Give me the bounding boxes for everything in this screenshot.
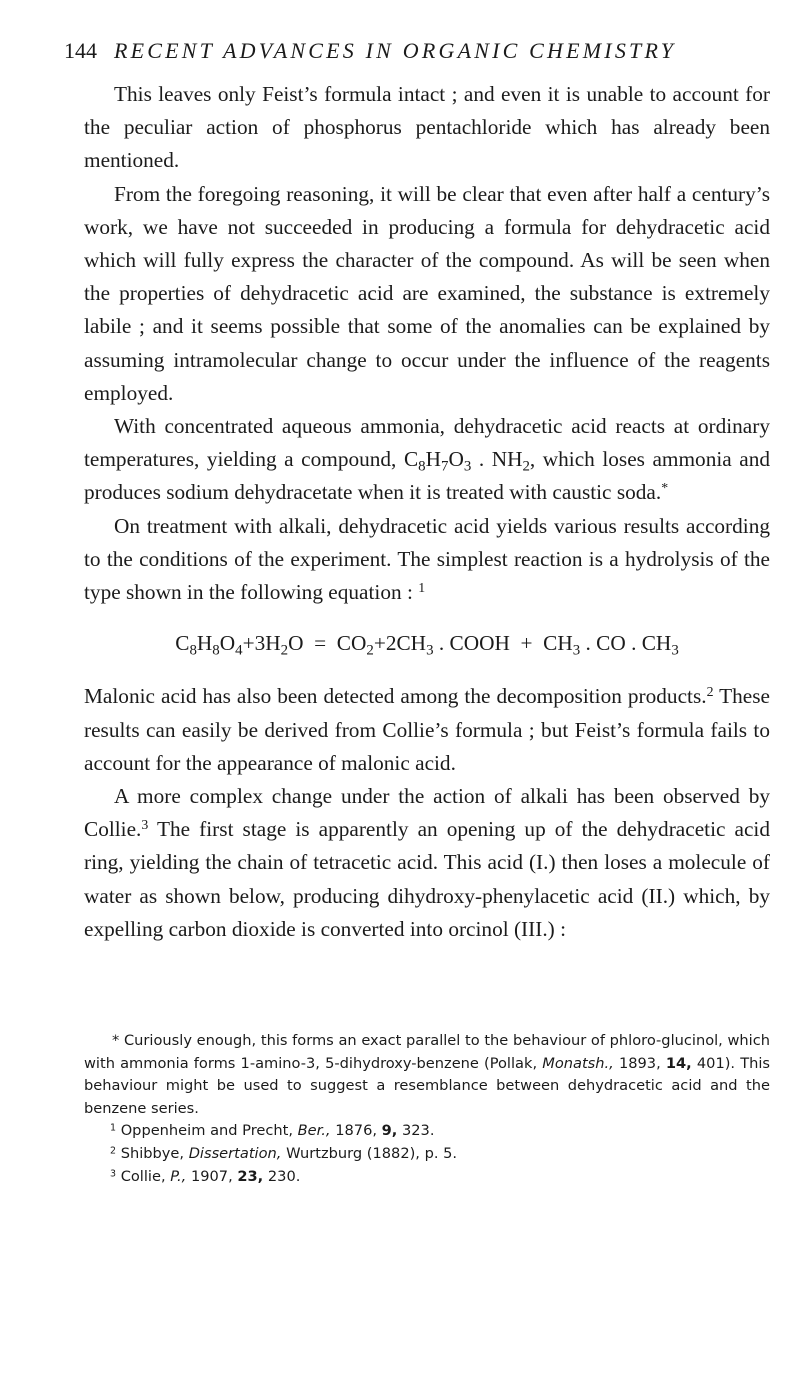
footnote-ref-1: 1 bbox=[418, 580, 426, 596]
paragraph-1: This leaves only Feist’s formula intact ; and even it is unable to account for the peculiar action of phosphorus pentachloride which has already been mentioned. bbox=[84, 82, 770, 173]
paragraph-3-text: With concentrated aqueous ammonia, dehydracetic acid reacts at ordinary temperatures, yielding a compound, bbox=[84, 414, 770, 472]
paragraph-4-text: On treatment with alkali, dehydracetic acid yields various results according to the conditions of the experiment. The simplest reaction is a hydrolysis of the type shown in the following equation : bbox=[84, 513, 770, 605]
paragraph-5 bbox=[84, 680, 770, 780]
footnotes bbox=[84, 1030, 770, 1188]
footnote-mark-star: * bbox=[661, 480, 669, 496]
paragraph-6-text: A more complex change under the action of alkali has been observed by Collie. bbox=[84, 784, 770, 842]
paragraph-3 bbox=[84, 410, 770, 510]
hydrolysis-equation: $C_8H_8O_4+3H_2O = CO_2+2CH_3$ . COOH + $CH_3$ . CO . $CH_3$ bbox=[175, 631, 679, 659]
body-text bbox=[84, 78, 770, 946]
paragraph-3-rest: , which loses ammonia and produces sodium dehydracetate when it is treated with caustic soda. bbox=[84, 447, 771, 505]
inline-formula: $C_8H_7O_3$ . $NH_2$ bbox=[403, 447, 530, 475]
paragraph-2: From the foregoing reasoning, it will be clear that even after half a century’s work, we have not succeeded in producing a formula for dehydracetic acid which will fully express the character of the compound. As will be seen when the properties of dehydracetic acid are examined, the substance is extremely labile ; and it seems possible that some of the anomalies can be explained by assuming intramolecular change to occur under the influence of the reagents employed. bbox=[84, 181, 770, 405]
page-header bbox=[64, 38, 744, 64]
footnote-ref-2: 2 bbox=[706, 684, 714, 700]
footnote-star: * Curiously enough, this forms an exact parallel to the behaviour of phloro-glucinol, which with ammonia forms 1-amino-3, 5-dihydroxy-benzene (Pollak, Monatsh., 1893, 14, 401). This behaviour might be used to suggest a resemblance between dehydracetic acid and the benzene series. bbox=[84, 1032, 771, 1117]
page-number: 144 bbox=[64, 38, 97, 63]
paragraph-4 bbox=[84, 510, 770, 610]
footnote-1: $^1$ Oppenheim and Precht, Ber., 1876, 9, 323. bbox=[110, 1122, 435, 1140]
footnote-ref-3: 3 bbox=[141, 817, 149, 833]
paragraph-5-text: Malonic acid has also been detected among the decomposition products. bbox=[84, 684, 707, 709]
footnote-2: $^2$ Shibbye, Dissertation, Wurtzburg (1882), p. 5. bbox=[110, 1144, 458, 1162]
paragraph-6-rest: The first stage is apparently an opening up of the dehydracetic acid ring, yielding the chain of tetracetic acid. This acid (I.) then loses a molecule of water as shown below, producing dihydroxy-phenylacetic acid (II.) which, by expelling carbon dioxide is converted into orcinol (III.) : bbox=[84, 817, 770, 941]
paragraph-6 bbox=[84, 780, 770, 946]
footnote-3: $^3$ Collie, P., 1907, 23, 230. bbox=[110, 1167, 301, 1185]
paragraph-5-rest: These results can easily be derived from Collie’s formula ; but Feist’s formula fails to account for the appearance of malonic acid. bbox=[84, 684, 770, 775]
running-title: RECENT ADVANCES IN ORGANIC CHEMISTRY bbox=[114, 38, 677, 63]
